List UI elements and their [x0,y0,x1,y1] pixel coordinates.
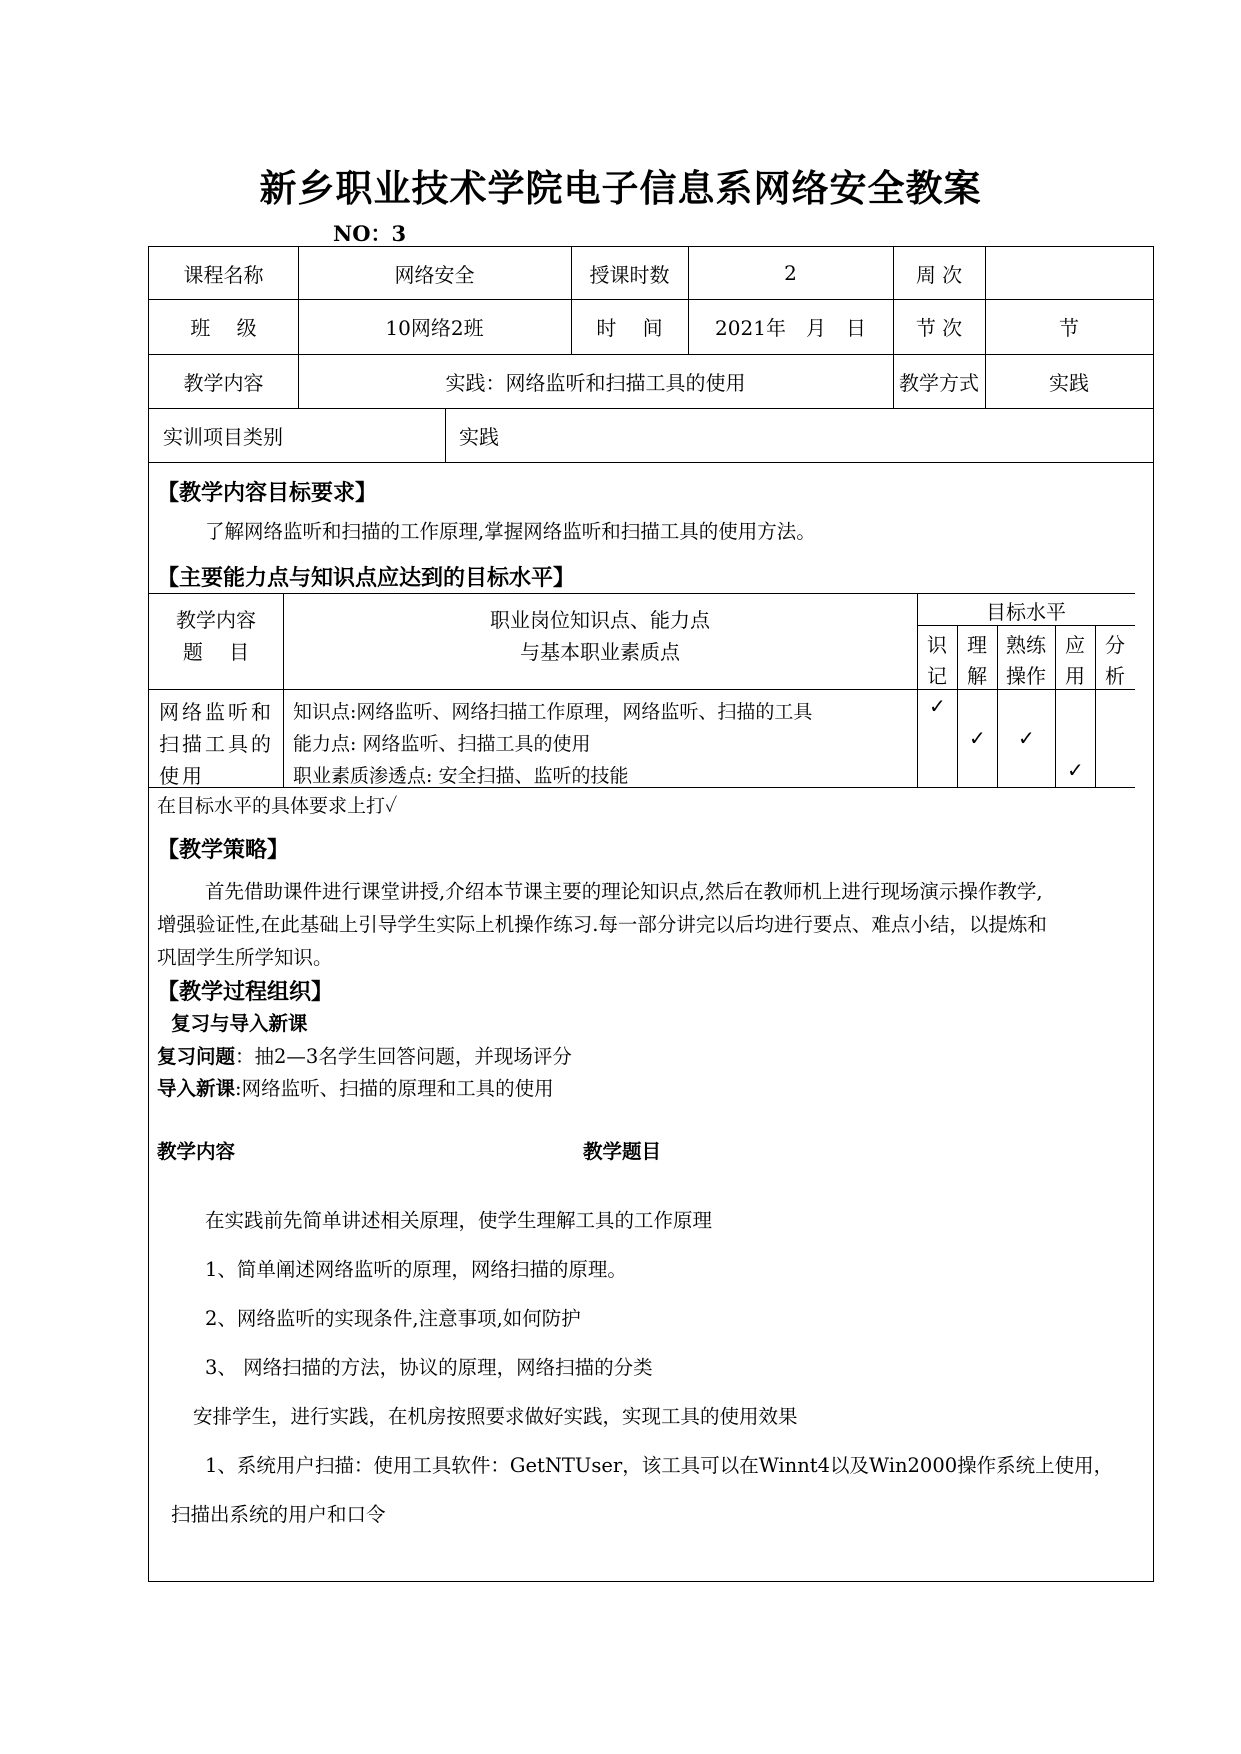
time-label: 时 间 [596,316,663,340]
topic-line: 使用 [159,763,205,788]
intro-new-lesson [157,1072,554,1105]
points-header-line1: 职业岗位知识点、能力点 [490,607,710,632]
target-level-header: 目标水平 [986,599,1066,624]
document-number: NO：3 [333,221,407,246]
course-name-label: 课程名称 [183,262,264,287]
quality-point: 职业素质渗透点: 安全扫描、监听的技能 [293,764,629,787]
check-note: 在目标水平的具体要求上打✓ [157,795,398,817]
hours-label: 授课时数 [589,262,670,287]
page-title: 新乡职业技术学院电子信息系网络安全教案 [259,167,982,210]
goals-text: 了解网络监听和扫描的工作原理,掌握网络监听和扫描工具的使用方法。 [205,520,816,543]
topic-column-label: 教学题目 [583,1140,662,1163]
review-text: ：抽2—3名学生回答问题，并现场评分 [235,1045,572,1068]
hours-value: 2 [784,261,797,285]
row-divider [149,462,1153,463]
inner-table-line [149,689,1135,690]
points-header-line2: 与基本职业素质点 [520,639,680,664]
class-value: 10网络2班 [385,316,484,340]
level-analyze: 分 [1105,632,1125,657]
check-mark-icon: ✓ [1018,726,1035,750]
ability-heading: 【主要能力点与知识点应达到的目标水平】 [157,566,576,591]
teaching-content-label: 教学内容 [183,370,264,395]
level-memorize: 识 [927,632,947,657]
time-value: 2021年 月 日 [715,316,866,340]
strategy-heading: 【教学策略】 [157,838,290,863]
process-line: 1、简单阐述网络监听的原理，网络扫描的原理。 [205,1258,627,1281]
review-label: 复习问题 [157,1045,236,1068]
intro-label: 导入新课 [157,1077,236,1100]
project-category-value: 实践 [459,424,499,449]
check-mark-icon: ✓ [969,726,986,750]
strategy-line: 增强验证性,在此基础上引导学生实际上机操作练习.每一部分讲完以后均进行要点、难点小结，以提炼和 [157,913,1047,936]
teaching-method-value: 实践 [1049,370,1089,395]
level-proficient-2: 操作 [1006,663,1046,688]
strategy-line: 巩固学生所学知识。 [157,946,333,969]
class-label: 班 级 [190,316,257,340]
process-line: 1、系统用户扫描：使用工具软件：GetNTUser，该工具可以在Winnt4以及Win2000操作系统上使用， [205,1454,1114,1477]
process-line: 在实践前先简单讲述相关原理，使学生理解工具的工作原理 [205,1209,713,1232]
level-understand: 理 [967,632,987,657]
section-label: 节 次 [915,316,963,340]
section-value: 节 [1059,316,1079,340]
inner-table-top [149,593,1135,594]
inner-table-line [917,625,1135,626]
week-value [985,247,1153,299]
level-apply: 应 [1065,632,1085,657]
strategy-line: 首先借助课件进行课堂讲授,介绍本节课主要的理论知识点,然后在教师机上进行现场演示操作教学, [205,880,1043,903]
teaching-method-label: 教学方式 [899,370,979,395]
review-intro-subheading: 复习与导入新课 [171,1012,308,1035]
level-apply-2: 用 [1065,663,1085,688]
process-heading: 【教学过程组织】 [157,980,334,1005]
process-line: 安排学生，进行实践，在机房按照要求做好实践，实现工具的使用效果 [193,1405,798,1428]
topic-header-line1: 教学内容 [176,607,256,632]
level-memorize-2: 记 [927,663,947,688]
review-question [157,1040,572,1073]
level-proficient: 熟练 [1006,632,1046,657]
topic-header-line2: 题 目 [182,639,250,664]
ability-point: 能力点: 网络监听、扫描工具的使用 [293,732,591,755]
week-label: 周 次 [915,262,963,287]
level-analyze-2: 析 [1105,663,1125,688]
teaching-content-value: 实践：网络监听和扫描工具的使用 [445,370,746,395]
level-understand-2: 解 [967,663,987,688]
lesson-plan-frame [148,246,1154,1582]
project-category-label: 实训项目类别 [163,424,283,449]
topic-line: 扫描工具的 [159,731,274,756]
topic-line: 网络监听和 [159,699,274,724]
goals-heading: 【教学内容目标要求】 [157,481,378,506]
course-name-value: 网络安全 [394,262,475,287]
check-mark-icon: ✓ [1067,758,1084,782]
knowledge-point: 知识点:网络监听、网络扫描工作原理，网络监听、扫描的工具 [293,700,813,723]
intro-text: :网络监听、扫描的原理和工具的使用 [235,1077,554,1100]
content-column-label: 教学内容 [157,1140,236,1163]
process-line: 扫描出系统的用户和口令 [171,1503,386,1526]
check-mark-icon: ✓ [929,694,946,718]
process-line: 3、 网络扫描的方法，协议的原理，网络扫描的分类 [205,1356,653,1379]
process-line: 2、网络监听的实现条件,注意事项,如何防护 [205,1307,581,1330]
